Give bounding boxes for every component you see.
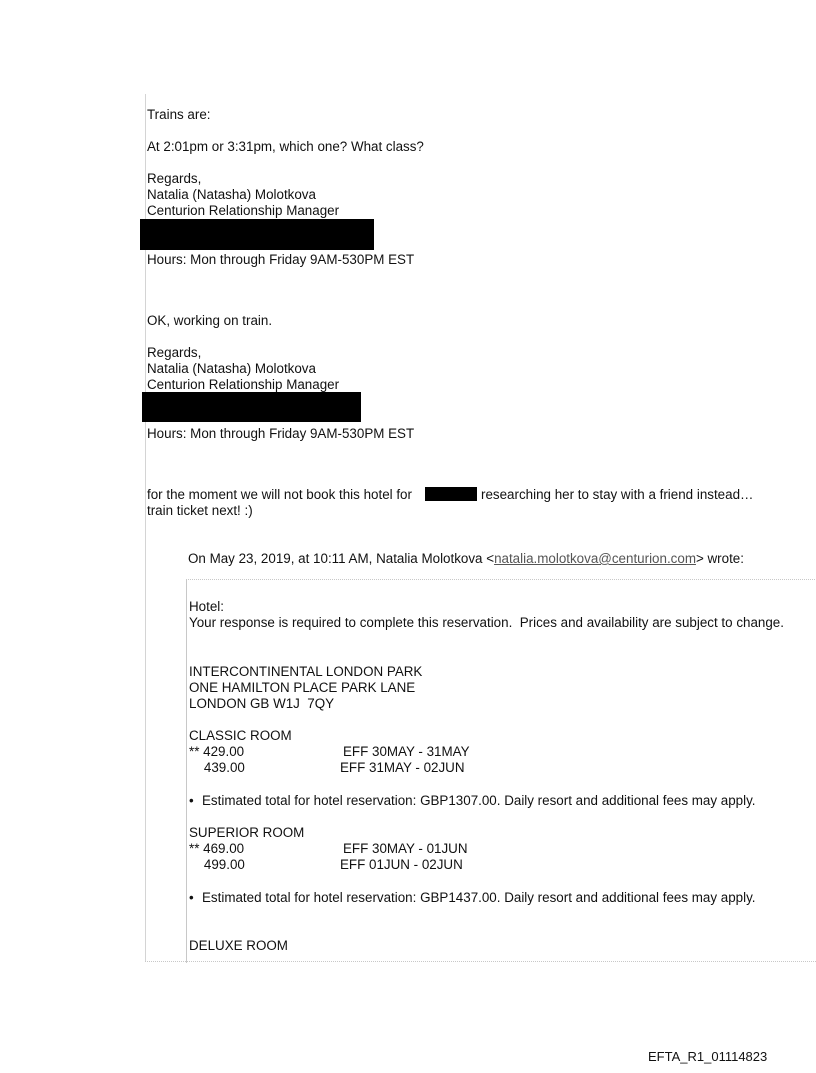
bottom-rule [145,961,816,963]
quote-header-suffix: > wrote: [695,551,744,566]
room-name: SUPERIOR ROOM [189,825,305,840]
document-id: EFTA_R1_01114823 [648,1049,768,1064]
signature2-hours: Hours: Mon through Friday 9AM-530PM EST [147,426,415,441]
hotel-label: Hotel: [189,599,224,614]
signature2-name: Natalia (Natasha) Molotkova [147,361,316,376]
signature2-title: Centurion Relationship Manager [147,377,340,392]
signature1-regards: Regards, [147,171,202,186]
quote-header-prefix: On May 23, 2019, at 10:11 AM, Natalia Molotkova < [188,551,495,566]
message3-line1-start: for the moment we will not book this hotel for [147,487,412,502]
rate-price: ** 429.00 [189,744,245,759]
room-name: CLASSIC ROOM [189,728,292,743]
hotel-address-line1: ONE HAMILTON PLACE PARK LANE [189,680,416,695]
message2-text: OK, working on train. [147,313,273,328]
hotel-address-line2: LONDON GB W1J 7QY [189,696,335,711]
rate-price: ** 469.00 [189,841,245,856]
message1-question: At 2:01pm or 3:31pm, which one? What class? [147,139,424,154]
rate-period: EFF 31MAY - 02JUN [340,760,465,775]
redaction-block [425,487,477,501]
signature1-hours: Hours: Mon through Friday 9AM-530PM EST [147,252,415,267]
signature1-name: Natalia (Natasha) Molotkova [147,187,316,202]
message3-line1-end: researching her to stay with a friend instead… [481,487,754,502]
rate-price: 499.00 [189,857,245,872]
room-estimate: Estimated total for hotel reservation: GBP1437.00. Daily resort and additional fees may apply. [202,890,756,905]
redaction-block [142,392,361,422]
quote-header [188,551,744,567]
signature1-title: Centurion Relationship Manager [147,203,340,218]
signature2-regards: Regards, [147,345,202,360]
room-estimate: Estimated total for hotel reservation: GBP1307.00. Daily resort and additional fees may apply. [202,793,756,808]
sender-email-link[interactable]: natalia.molotkova@centurion.com [494,551,696,566]
redaction-block [140,219,374,250]
room-name: DELUXE ROOM [189,938,288,953]
message1-intro: Trains are: [147,107,211,122]
rate-period: EFF 30MAY - 01JUN [343,841,468,856]
rate-price: 439.00 [189,760,245,775]
rate-period: EFF 01JUN - 02JUN [340,857,463,872]
reservation-notice: Your response is required to complete this reservation. Prices and availability are subject to change. [189,615,784,630]
hotel-name: INTERCONTINENTAL LONDON PARK [189,664,423,679]
bullet-icon: • [189,890,194,905]
message3-line2: train ticket next! :) [147,503,253,518]
rate-period: EFF 30MAY - 31MAY [343,744,470,759]
bullet-icon: • [189,793,194,808]
